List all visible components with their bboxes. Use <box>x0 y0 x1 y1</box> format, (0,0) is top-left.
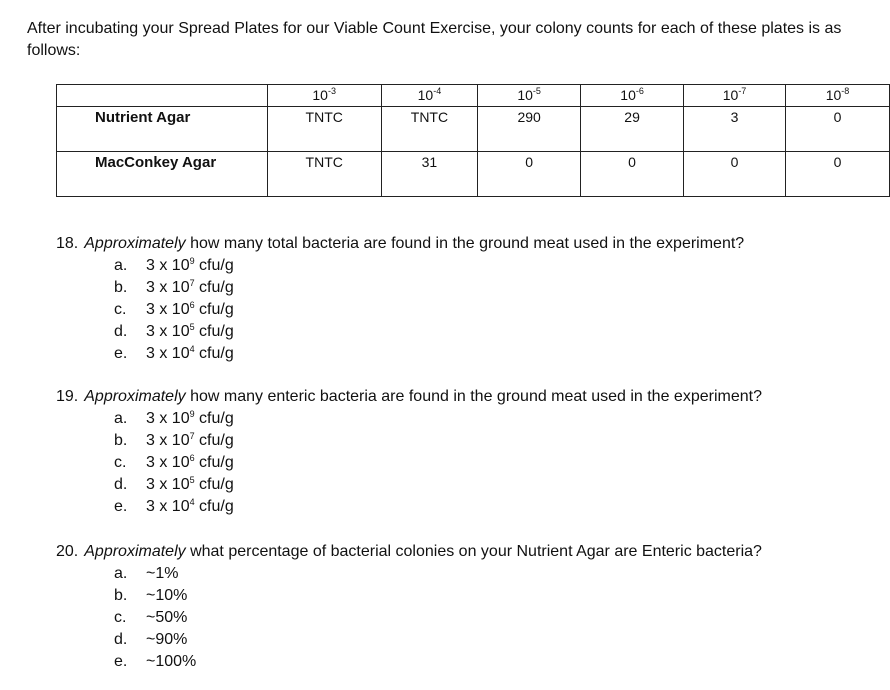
table-cell: TNTC <box>267 152 381 197</box>
dilution-header: $10^{-8}$ <box>786 85 890 107</box>
table-header-row <box>57 85 890 107</box>
colony-count-table <box>56 84 890 197</box>
table-cell: 3 <box>684 107 786 152</box>
option-text: 3 x $10^7$ cfu/g <box>146 431 234 449</box>
question-text <box>56 386 762 408</box>
option-text: 3 x $10^4$ cfu/g <box>146 497 234 515</box>
option-text: ~50% <box>146 609 188 626</box>
option-text: ~90% <box>146 631 188 648</box>
answer-option-c[interactable] <box>56 452 762 474</box>
option-letter: d. <box>114 323 128 340</box>
option-letter: e. <box>114 498 128 515</box>
question-19 <box>56 386 762 518</box>
table-cell: 31 <box>381 152 477 197</box>
table-row <box>57 152 890 197</box>
question-text <box>56 541 762 563</box>
table-cell: 0 <box>478 152 581 197</box>
option-letter: c. <box>114 609 127 626</box>
table-row <box>57 107 890 152</box>
option-text: ~1% <box>146 565 179 582</box>
answer-option-c[interactable] <box>56 607 762 629</box>
option-letter: a. <box>114 565 128 582</box>
option-letter: c. <box>114 454 127 471</box>
row-label: MacConkey Agar <box>57 152 268 197</box>
answer-option-d[interactable] <box>56 474 762 496</box>
option-text: 3 x $10^6$ cfu/g <box>146 300 234 318</box>
question-18 <box>56 233 744 365</box>
option-text: 3 x $10^9$ cfu/g <box>146 256 234 274</box>
dilution-header: $10^{-5}$ <box>478 85 581 107</box>
answer-option-d[interactable] <box>56 629 762 651</box>
answer-option-a[interactable] <box>56 563 762 585</box>
option-letter: c. <box>114 301 127 318</box>
question-number: 20. <box>56 543 79 560</box>
answer-option-e[interactable] <box>56 343 744 365</box>
question-number: 18. <box>56 235 79 252</box>
dilution-header: $10^{-4}$ <box>381 85 477 107</box>
table-cell: 0 <box>581 152 684 197</box>
option-letter: e. <box>114 345 128 362</box>
option-letter: d. <box>114 631 128 648</box>
row-label: Nutrient Agar <box>57 107 268 152</box>
answer-option-c[interactable] <box>56 299 744 321</box>
table-cell: TNTC <box>267 107 381 152</box>
option-letter: e. <box>114 653 128 670</box>
question-emphasis: Approximately <box>84 388 186 405</box>
answer-option-a[interactable] <box>56 408 762 430</box>
answer-option-b[interactable] <box>56 277 744 299</box>
option-text: 3 x $10^9$ cfu/g <box>146 409 234 427</box>
option-letter: a. <box>114 410 128 427</box>
question-20 <box>56 541 762 673</box>
answer-option-b[interactable] <box>56 430 762 452</box>
answer-option-a[interactable] <box>56 255 744 277</box>
option-text: 3 x $10^5$ cfu/g <box>146 475 234 493</box>
question-body: how many enteric bacteria are found in the ground meat used in the experiment? <box>185 388 762 405</box>
dilution-header: $10^{-6}$ <box>581 85 684 107</box>
question-body: how many total bacteria are found in the ground meat used in the experiment? <box>185 235 745 252</box>
answer-option-e[interactable] <box>56 496 762 518</box>
option-text: ~100% <box>146 653 197 670</box>
question-emphasis: Approximately <box>84 235 186 252</box>
question-body: what percentage of bacterial colonies on your Nutrient Agar are Enteric bacteria? <box>185 543 762 560</box>
intro-paragraph: After incubating your Spread Plates for our Viable Count Exercise, your colony counts for each of these plates is as follows: <box>27 20 842 59</box>
table-cell: 0 <box>786 152 890 197</box>
dilution-header: $10^{-3}$ <box>267 85 381 107</box>
question-number: 19. <box>56 388 79 405</box>
answer-option-e[interactable] <box>56 651 762 673</box>
dilution-header: $10^{-7}$ <box>684 85 786 107</box>
option-letter: b. <box>114 279 128 296</box>
header-blank-cell <box>57 85 268 107</box>
option-text: 3 x $10^6$ cfu/g <box>146 453 234 471</box>
option-text: ~10% <box>146 587 188 604</box>
option-letter: b. <box>114 587 128 604</box>
option-letter: b. <box>114 432 128 449</box>
option-letter: a. <box>114 257 128 274</box>
option-text: 3 x $10^7$ cfu/g <box>146 278 234 296</box>
answer-option-b[interactable] <box>56 585 762 607</box>
table-cell: 29 <box>581 107 684 152</box>
question-emphasis: Approximately <box>84 543 186 560</box>
table-cell: 290 <box>478 107 581 152</box>
option-text: 3 x $10^5$ cfu/g <box>146 322 234 340</box>
answer-option-d[interactable] <box>56 321 744 343</box>
table-cell: 0 <box>684 152 786 197</box>
option-text: 3 x $10^4$ cfu/g <box>146 344 234 362</box>
table-cell: TNTC <box>381 107 477 152</box>
option-letter: d. <box>114 476 128 493</box>
question-text <box>56 233 744 255</box>
table-cell: 0 <box>786 107 890 152</box>
